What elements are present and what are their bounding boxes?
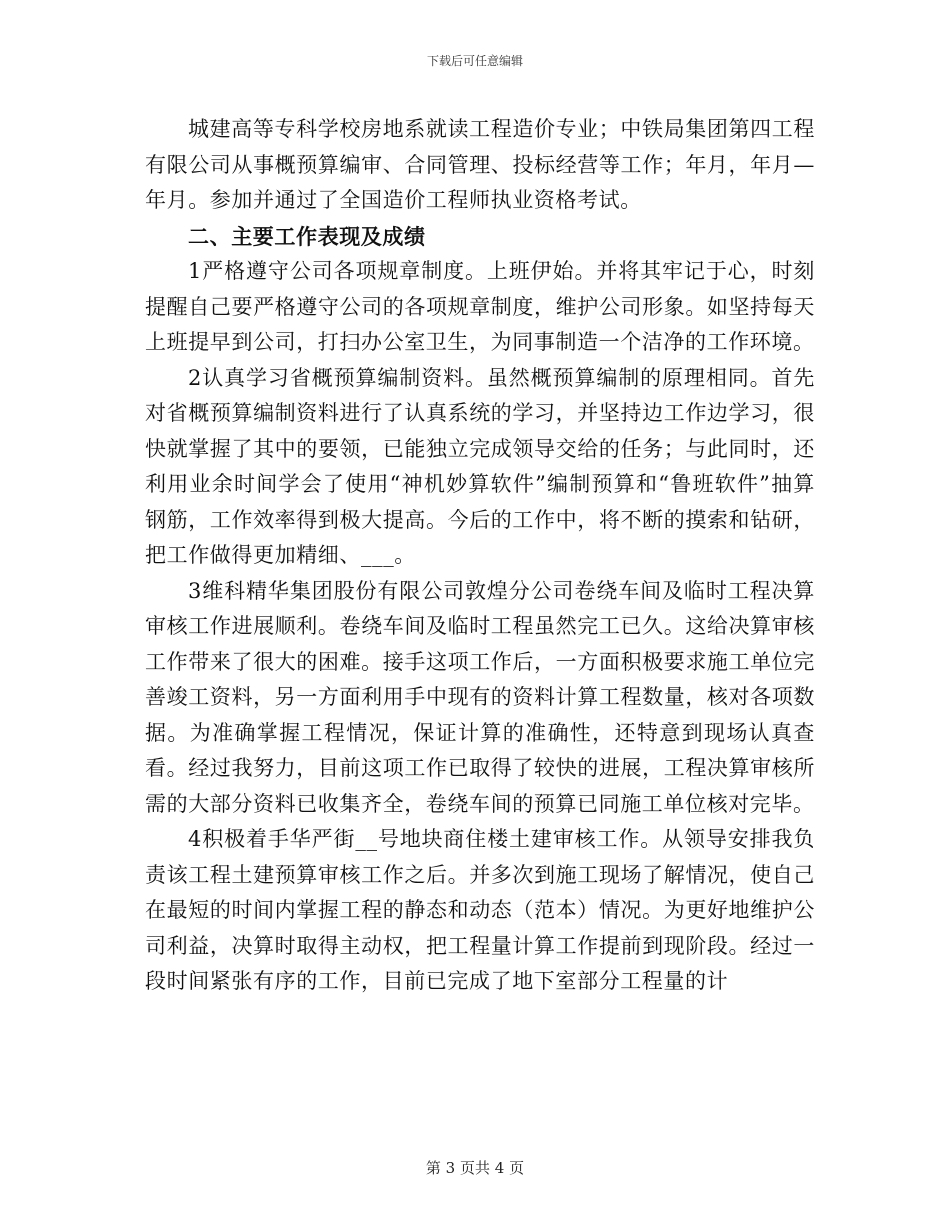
paragraph-item-4: 4积极着手华严街__号地块商住楼土建审核工作。从领导安排我负责该工程土建预算审核工作之后。并多次到施工现场了解情况，使自己在最短的时间内掌握工程的静态和动态（范本）情况。为更好地维护公司利益，决算时取得主动权，把工程量计算工作提前到现阶段。经过一段时间紧张有序的工作，目前已完成了地下室部分工程量的计 xyxy=(145,827,815,993)
page-header: 下载后可任意编辑 xyxy=(426,54,523,68)
section-heading: 二、主要工作表现及成绩 xyxy=(188,223,426,249)
page-number: 第 3 页共 4 页 xyxy=(425,1159,525,1177)
intro-paragraph: 城建高等专科学校房地系就读工程造价专业；中铁局集团第四工程有限公司从事概预算编审、合同管理、投标经营等工作；年月，年月—年月。参加并通过了全国造价工程师执业资格考试。 xyxy=(145,117,815,212)
paragraph-item-3: 3维科精华集团股份有限公司敦煌分公司卷绕车间及临时工程决算审核工作进展顺利。卷绕车间及临时工程虽然完工已久。这给决算审核工作带来了很大的困难。接手这项工作后，一方面积极要求施工单位完善竣工资料，另一方面利用手中现有的资料计算工程数量，核对各项数据。为准确掌握工程情况，保证计算的准确性，还特意到现场认真查看。经过我努力，目前这项工作已取得了较快的进展，工程决算审核所需的大部分资料已收集齐全，卷绕车间的预算已同施工单位核对完毕。 xyxy=(145,578,815,816)
paragraph-item-2: 2认真学习省概预算编制资料。虽然概预算编制的原理相同。首先对省概预算编制资料进行了认真系统的学习，并坚持边工作边学习，很快就掌握了其中的要领，已能独立完成领导交给的任务；与此同时，还利用业余时间学会了使用“神机妙算软件”编制预算和“鲁班软件”抽算钢筋，工作效率得到极大提高。今后的工作中，将不断的摸索和钻研，把工作做得更加精细、___。 xyxy=(145,365,815,567)
paragraph-item-1: 1严格遵守公司各项规章制度。上班伊始。并将其牢记于心，时刻提醒自己要严格遵守公司的各项规章制度，维护公司形象。如坚持每天上班提早到公司，打扫办公室卫生，为同事制造一个洁净的工作环境。 xyxy=(145,259,815,354)
document-body xyxy=(145,112,815,1000)
